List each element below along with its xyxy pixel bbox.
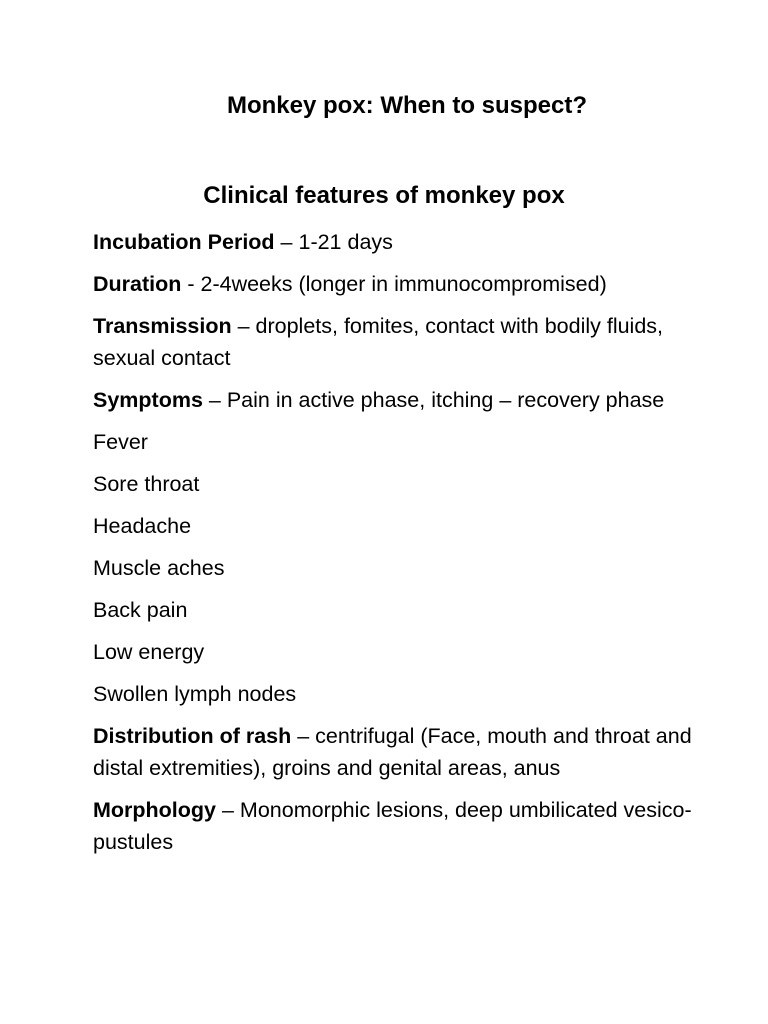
paragraph-text: – 1-21 days [274, 230, 393, 254]
paragraph-text: – droplets, fomites, contact with bodily fluids, sexual contact [93, 314, 664, 370]
paragraph-text: Swollen lymph nodes [93, 682, 297, 706]
paragraph-text: Muscle aches [93, 556, 225, 580]
symptom-item [93, 678, 693, 710]
paragraph-text: – Pain in active phase, itching – recovery phase [202, 388, 665, 412]
paragraph-text: Low energy [93, 640, 205, 664]
paragraph-label: Incubation Period [93, 230, 275, 254]
paragraph-text: – centrifugal (Face, mouth and throat and distal extremities), groins and genital areas, anus [93, 724, 692, 780]
paragraph-label: Symptoms [93, 388, 203, 412]
symptom-item [93, 636, 693, 668]
paragraph-text: Fever [93, 430, 148, 454]
paragraph-rash-distribution [93, 720, 693, 784]
symptom-item [93, 426, 693, 458]
paragraph-duration [93, 268, 693, 300]
page-title: Monkey pox: When to suspect? [226, 92, 588, 119]
paragraph-text: Back pain [93, 598, 188, 622]
paragraph-text: - 2-4weeks (longer in immunocompromised) [181, 272, 607, 296]
symptom-item [93, 594, 693, 626]
paragraph-text: Headache [93, 514, 192, 538]
paragraph-label: Distribution of rash [93, 724, 292, 748]
symptom-item [93, 510, 693, 542]
paragraph-transmission [93, 310, 693, 374]
document-body [93, 226, 693, 868]
paragraph-label: Morphology [93, 798, 217, 822]
paragraph-symptoms [93, 384, 693, 416]
paragraph-morphology [93, 794, 693, 858]
symptom-item [93, 552, 693, 584]
paragraph-label: Duration [93, 272, 182, 296]
paragraph-text: Sore throat [93, 472, 200, 496]
paragraph-label: Transmission [93, 314, 232, 338]
symptom-item [93, 468, 693, 500]
paragraph-text: – Monomorphic lesions, deep umbilicated vesico-pustules [93, 798, 692, 854]
paragraph-incubation-period [93, 226, 693, 258]
section-heading: Clinical features of monkey pox [203, 182, 565, 209]
